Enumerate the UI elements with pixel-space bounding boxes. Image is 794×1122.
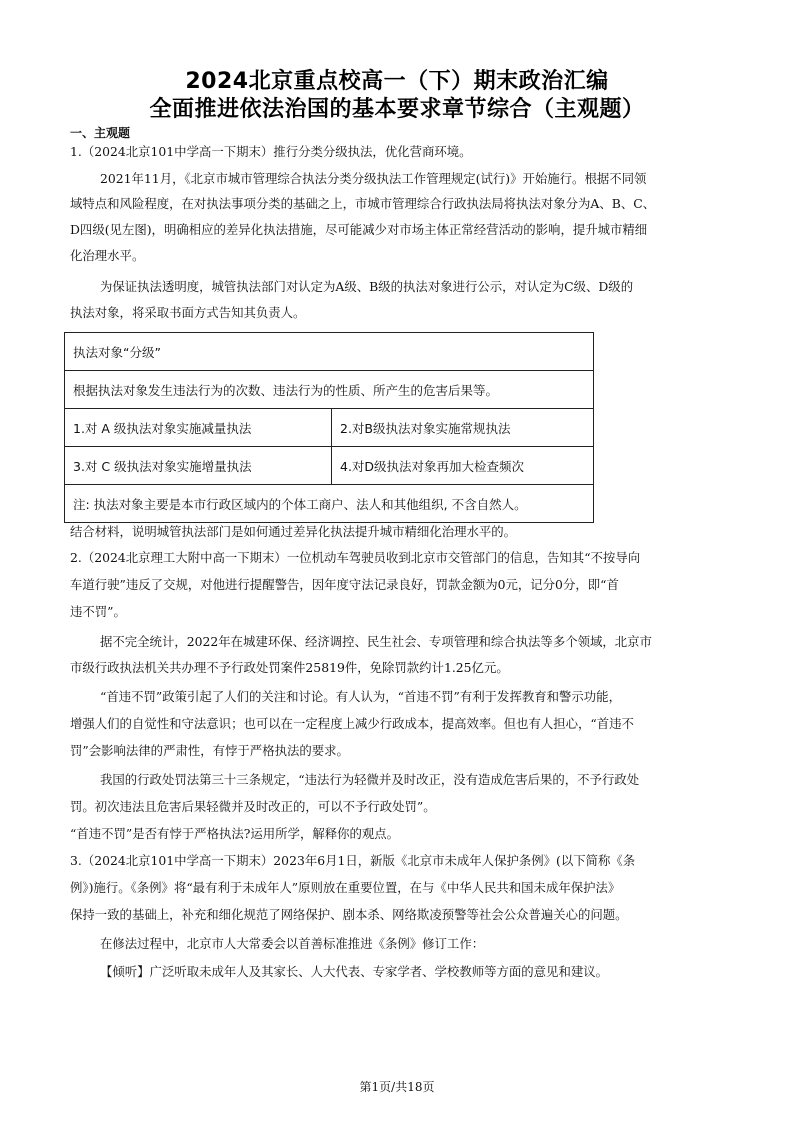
doc-title-line2: 全面推进依法治国的基本要求章节综合（主观题）: [149, 97, 645, 122]
q2-p3-line: 罚。初次违法且危害后果轻微并及时改正的，可以不予行政处罚”。: [70, 799, 436, 814]
q2-p3-line: 我国的行政处罚法第三十三条规定，“违法行为轻微并及时改正，没有造成危害后果的，不予行政处: [100, 772, 640, 787]
q2-p2-line: “首违不罚”政策引起了人们的关注和讨论。有人认为，“首违不罚”有利于发挥教育和警示功能，: [100, 689, 621, 704]
table-cell-grade-a: 1.对 A 级执法对象实施减量执法: [65, 409, 332, 447]
q2-p2-line: 增强人们的自觉性和守法意识；也可以在一定程度上减少行政成本，提高效率。但也有人担心，“首违不: [70, 716, 634, 731]
q2-p1-line: 市级行政执法机关共办理不予行政处罚案件25819件，免除罚款约计1.25亿元。: [70, 660, 509, 675]
table-cell-grade-c: 3.对 C 级执法对象实施增量执法: [65, 447, 332, 485]
table-basis-cell: 根据执法对象发生违法行为的次数、违法行为的性质、所产生的危害后果等。: [65, 371, 594, 409]
q1-p1-line: 化治理水平。: [70, 248, 145, 263]
table-note-cell: 注: 执法对象主要是本市行政区域内的个体工商户、法人和其他组织, 不含自然人。: [65, 485, 594, 523]
q2-question: “首违不罚”是否有悖于严格执法?运用所学，解释你的观点。: [70, 826, 400, 841]
q3-stem-line: 例》)施行。《条例》将“最有利于未成年人”原则放在重要位置，在与《中华人民共和国未成年保护法》: [70, 880, 621, 895]
q2-stem-line: 2.（2024北京理工大附中高一下期末）一位机动车驾驶员收到北京市交管部门的信息，告知其“不按导向: [70, 550, 641, 565]
q1-question: 结合材料，说明城管执法部门是如何通过差异化执法提升城市精细化治理水平的。: [70, 524, 517, 539]
section-heading: 一、主观题: [70, 126, 131, 140]
doc-title-line1: 2024北京重点校高一（下）期末政治汇编: [185, 69, 609, 94]
q2-p1-line: 据不完全统计，2022年在城建环保、经济调控、民生社会、专项管理和综合执法等多个领域，北京市: [100, 634, 652, 649]
q2-p2-line: 罚”会影响法律的严肃性，有悖于严格执法的要求。: [70, 743, 349, 758]
q1-p1-line: 2021年11月，《北京市城市管理综合执法分类分级执法工作管理规定(试行)》开始施行。根据不同领: [100, 171, 647, 186]
q1-p2-line: 执法对象，将采取书面方式告知其负责人。: [70, 305, 306, 320]
q1-p1-line: 域特点和风险程度，在对执法事项分类的基础之上，市城市管理综合行政执法局将执法对象分为A、B、C、: [70, 196, 656, 211]
q3-p1: 在修法过程中，北京市人大常委会以首善标准推进《条例》修订工作：: [100, 936, 485, 951]
page-footer: 第1页/共18页: [359, 1080, 435, 1094]
q1-p1-line: D四级(见左图)，明确相应的差异化执法措施，尽可能减少对市场主体正常经营活动的影响，提升城市精细: [70, 222, 648, 237]
q2-stem-line: 违不罚”。: [70, 604, 126, 619]
q2-stem-line: 车道行驶”违反了交规，对他进行提醒警告，因年度守法记录良好，罚款金额为0元，记分0分，即“首: [70, 577, 619, 592]
q1-p2-line: 为保证执法透明度，城管执法部门对认定为A级、B级的执法对象进行公示，对认定为C级、D级的: [100, 279, 634, 294]
q3-stem-line: 3.（2024北京101中学高一下期末）2023年6月1日，新版《北京市未成年人保护条例》(以下简称《条: [70, 853, 636, 868]
table-header-cell: 执法对象“分级”: [65, 333, 594, 371]
q3-stem-line: 保持一致的基础上，补充和细化规范了网络保护、剧本杀、网络欺凌预警等社会公众普遍关心的问题。: [70, 907, 628, 922]
q1-stem: 1.（2024北京101中学高一下期末）推行分类分级执法，优化营商环境。: [70, 144, 472, 159]
table-cell-grade-b: 2.对B级执法对象实施常规执法: [332, 409, 594, 447]
enforcement-grading-table: [64, 332, 594, 523]
table-cell-grade-d: 4.对D级执法对象再加大检查频次: [332, 447, 594, 485]
q3-p2: 【倾听】广泛听取未成年人及其家长、人大代表、专家学者、学校教师等方面的意见和建议。: [100, 964, 609, 979]
